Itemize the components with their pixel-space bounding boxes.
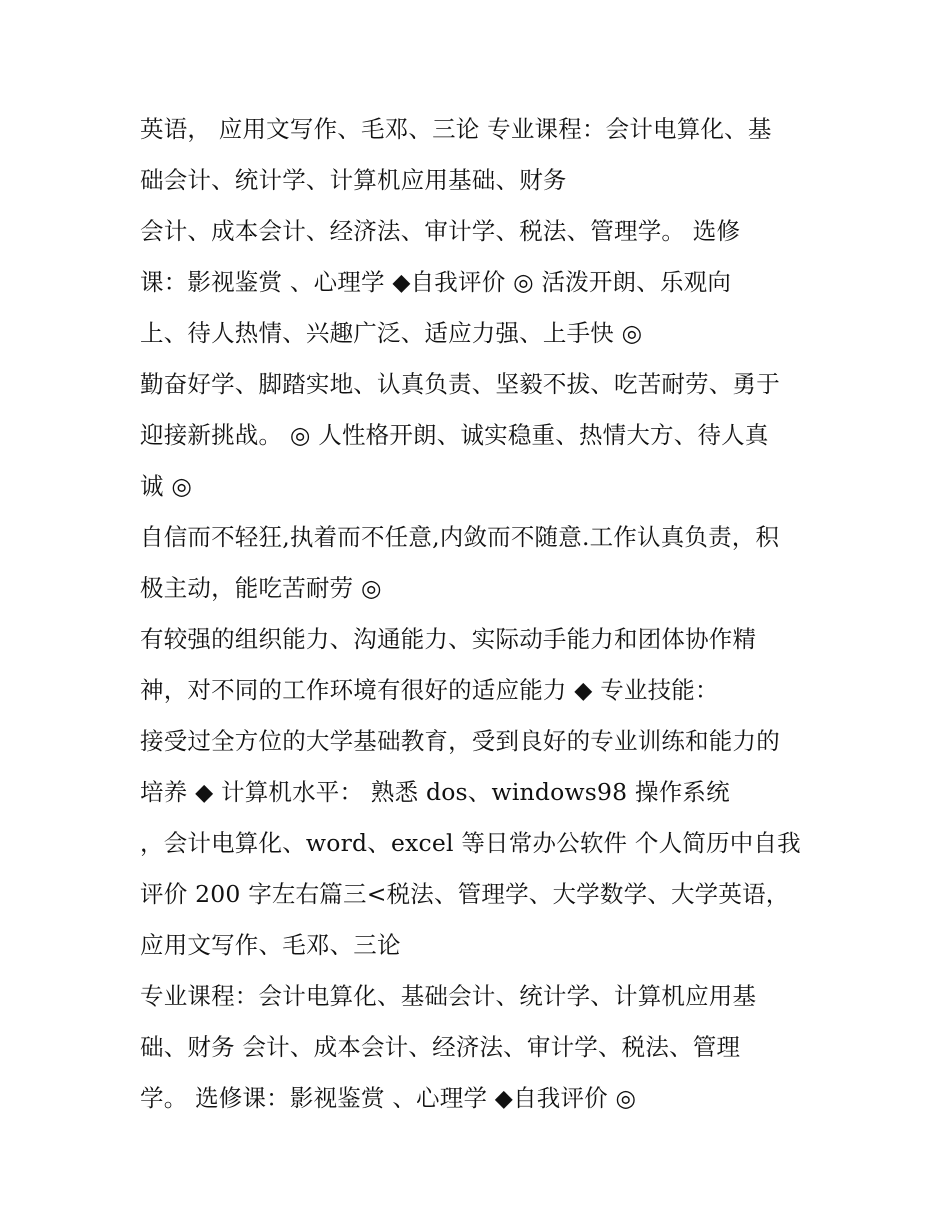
text-line-13: 接受过全方位的大学基础教育，受到良好的专业训练和能力的 xyxy=(140,727,780,755)
text-line-7: 迎接新挑战。 ◎ 人性格开朗、诚实稳重、热情大方、待人真 xyxy=(140,421,769,449)
text-line-6: 勤奋好学、脚踏实地、认真负责、坚毅不拔、吃苦耐劳、勇于 xyxy=(140,370,780,398)
text-line-4: 课：影视鉴赏 、心理学 ◆自我评价 ◎ 活泼开朗、乐观向 xyxy=(140,268,732,296)
text-line-5: 上、待人热情、兴趣广泛、适应力强、上手快 ◎ xyxy=(140,319,643,347)
text-line-8: 诚 ◎ xyxy=(140,472,193,500)
text-line-19: 础、财务 会计、成本会计、经济法、审计学、税法、管理 xyxy=(140,1033,741,1061)
text-line-20: 学。 选修课：影视鉴赏 、心理学 ◆自我评价 ◎ xyxy=(140,1084,637,1112)
text-line-2: 础会计、统计学、计算机应用基础、财务 xyxy=(140,166,567,194)
text-line-1: 英语， 应用文写作、毛邓、三论 专业课程：会计电算化、基 xyxy=(140,115,772,143)
text-line-11: 有较强的组织能力、沟通能力、实际动手能力和团体协作精 xyxy=(140,625,757,653)
text-line-14: 培养 ◆ 计算机水平： 熟悉 dos、windows98 操作系统 xyxy=(140,778,730,806)
text-line-16: 评价 200 字左右篇三<税法、管理学、大学数学、大学英语， xyxy=(140,880,790,908)
text-line-9: 自信而不轻狂,执着而不任意,内敛而不随意.工作认真负责，积 xyxy=(140,523,780,551)
text-line-15: ，会计电算化、word、excel 等日常办公软件 个人简历中自我 xyxy=(140,829,801,857)
text-line-18: 专业课程：会计电算化、基础会计、统计学、计算机应用基 xyxy=(140,982,757,1010)
text-line-12: 神，对不同的工作环境有很好的适应能力 ◆ 专业技能： xyxy=(140,676,719,704)
text-line-17: 应用文写作、毛邓、三论 xyxy=(140,931,401,959)
text-line-10: 极主动，能吃苦耐劳 ◎ xyxy=(140,574,382,602)
body-text xyxy=(140,104,830,1124)
text-line-3: 会计、成本会计、经济法、审计学、税法、管理学。 选修 xyxy=(140,217,741,245)
